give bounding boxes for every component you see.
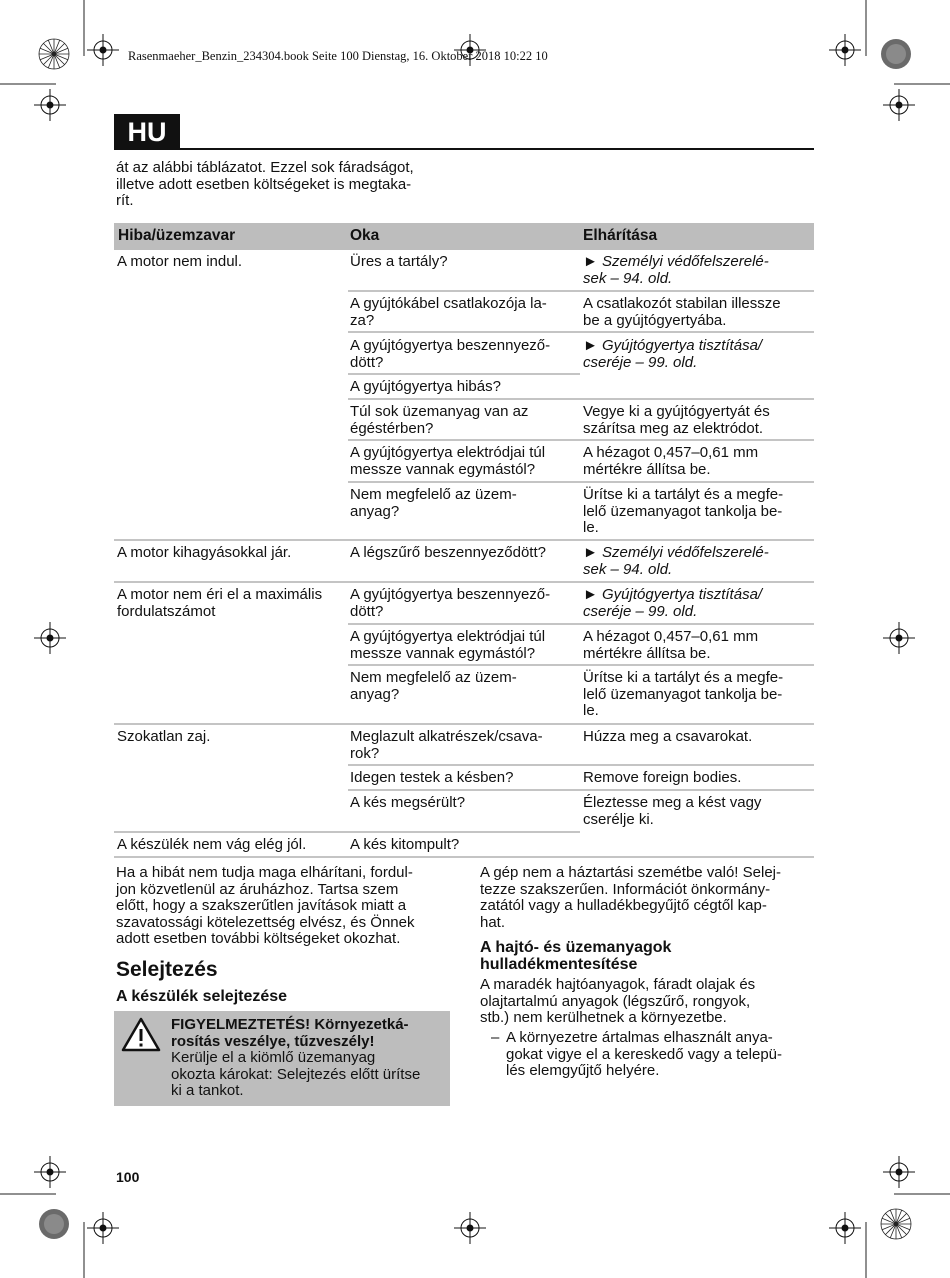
- remedy-cell: A hézagot 0,457–0,61 mm mértékre állítsa be.: [583, 628, 759, 662]
- row-divider: [348, 373, 580, 375]
- row-divider: [348, 398, 814, 400]
- remedy-cell: ► Személyi védőfelszerelé- sek – 94. old.: [583, 544, 769, 578]
- cause-cell: A gyújtógyertya beszennyező- dött?: [350, 586, 551, 620]
- remedy-cell: ► Gyújtógyertya tisztítása/ cseréje – 99. old.: [583, 337, 763, 371]
- row-divider: [114, 723, 814, 725]
- row-divider: [114, 539, 814, 541]
- fault-cell: A motor nem indul.: [117, 253, 243, 270]
- cause-cell: A kés kitompult?: [350, 836, 460, 853]
- cause-cell: A gyújtógyertya beszennyező- dött?: [350, 337, 551, 371]
- remedy-cell: Ürítse ki a tartályt és a megfe- lelő üzemanyagot tankolja be- le.: [583, 486, 784, 537]
- table-header: [114, 223, 814, 250]
- fault-cell: A motor kihagyásokkal jár.: [117, 544, 292, 561]
- row-divider: [348, 764, 814, 766]
- row-divider: [114, 831, 580, 833]
- cause-cell: A gyújtógyertya hibás?: [350, 378, 501, 395]
- device-disposal-heading: A készülék selejtezése: [116, 988, 288, 1005]
- cause-cell: Nem megfelelő az üzem- anyag?: [350, 669, 517, 703]
- row-divider: [348, 664, 814, 666]
- disposal-info-paragraph: A gép nem a háztartási szemétbe való! Selej- tezze szakszerűen. Információt önkormány- zatától vagy a hulladékbegyűjtő cégtől kap- hat.: [480, 864, 781, 931]
- row-divider: [348, 331, 814, 333]
- contact-store-paragraph: Ha a hibát nem tudja maga elhárítani, fordul- jon közvetlenül az áruházhoz. Tartsa szem előtt, hogy a szakszerűtlen javítások miatt a szavatossági kötelezettség elvész, és Önnek adott esetben további költségeket okozhat.: [116, 864, 415, 948]
- fault-cell: Szokatlan zaj.: [117, 728, 211, 745]
- remedy-cell: Éleztesse meg a kést vagy cserélje ki.: [583, 794, 762, 828]
- remedy-cell: A csatlakozót stabilan illessze be a gyújtógyertyába.: [583, 295, 781, 329]
- disposal-heading: Selejtezés: [116, 958, 218, 981]
- cause-cell: A légszűrő beszennyeződött?: [350, 544, 546, 561]
- header-cause: Oka: [350, 227, 380, 244]
- bullet-item: A környezetre ártalmas elhasznált anya- gokat vigye el a kereskedő vagy a telepü- lés elemgyűjtő helyére.: [506, 1029, 782, 1080]
- language-badge: HU: [114, 114, 180, 150]
- bullet-dash: –: [491, 1029, 500, 1046]
- cause-cell: A gyújtókábel csatlakozója la- za?: [350, 295, 547, 329]
- remedy-cell: ► Személyi védőfelszerelé- sek – 94. old.: [583, 253, 769, 287]
- fault-cell: A készülék nem vág elég jól.: [117, 836, 307, 853]
- table-bottom-rule: [114, 856, 814, 858]
- row-divider: [348, 789, 814, 791]
- cause-cell: A kés megsérült?: [350, 794, 466, 811]
- cause-cell: Idegen testek a késben?: [350, 769, 514, 786]
- row-divider: [114, 581, 814, 583]
- remedy-cell: ► Gyújtógyertya tisztítása/ cseréje – 99. old.: [583, 586, 763, 620]
- remedy-cell: Ürítse ki a tartályt és a megfe- lelő üzemanyagot tankolja be- le.: [583, 669, 784, 720]
- remedy-cell: A hézagot 0,457–0,61 mm mértékre állítsa be.: [583, 444, 759, 478]
- file-info-header: Rasenmaeher_Benzin_234304.book Seite 100 Dienstag, 16. Oktober 2018 10:22 10: [128, 49, 548, 63]
- fault-cell: A motor nem éri el a maximális fordulatszámot: [117, 586, 323, 620]
- page-number: 100: [116, 1169, 140, 1185]
- row-divider: [348, 290, 814, 292]
- remedy-cell: Remove foreign bodies.: [583, 769, 742, 786]
- warning-text: FIGYELMEZTETÉS! Környezetká- rosítás veszélye, tűzveszély! Kerülje el a kiömlő üzemanyag okozta károkat: Selejtezés előtt ürítse ki a tankot.: [171, 1016, 421, 1100]
- cause-cell: Meglazult alkatrészek/csava- rok?: [350, 728, 543, 762]
- header-fault: Hiba/üzemzavar: [118, 227, 236, 244]
- row-divider: [348, 481, 814, 483]
- header-remedy: Elhárítása: [583, 227, 658, 244]
- remedy-cell: Húzza meg a csavarokat.: [583, 728, 753, 745]
- row-divider: [348, 623, 814, 625]
- intro-paragraph: át az alábbi táblázatot. Ezzel sok fáradságot, illetve adott esetben költségeket is megtaka- rít.: [116, 159, 414, 209]
- cause-cell: A gyújtógyertya elektródjai túl messze vannak egymástól?: [350, 628, 546, 662]
- warning-triangle-icon: [121, 1017, 161, 1053]
- cause-cell: Túl sok üzemanyag van az égéstérben?: [350, 403, 529, 437]
- row-divider: [348, 439, 814, 441]
- cause-cell: A gyújtógyertya elektródjai túl messze vannak egymástól?: [350, 444, 546, 478]
- cause-cell: Üres a tartály?: [350, 253, 448, 270]
- remedy-cell: Vegye ki a gyújtógyertyát és szárítsa meg az elektródot.: [583, 403, 770, 437]
- fuel-disposal-heading: A hajtó- és üzemanyagok hulladékmentesítése: [480, 939, 672, 973]
- fuel-disposal-paragraph: A maradék hajtóanyagok, fáradt olajak és olajtartalmú anyagok (légszűrő, rongyok, stb.) nem kerülhetnek a környezetbe.: [480, 976, 756, 1027]
- cause-cell: Nem megfelelő az üzem- anyag?: [350, 486, 517, 520]
